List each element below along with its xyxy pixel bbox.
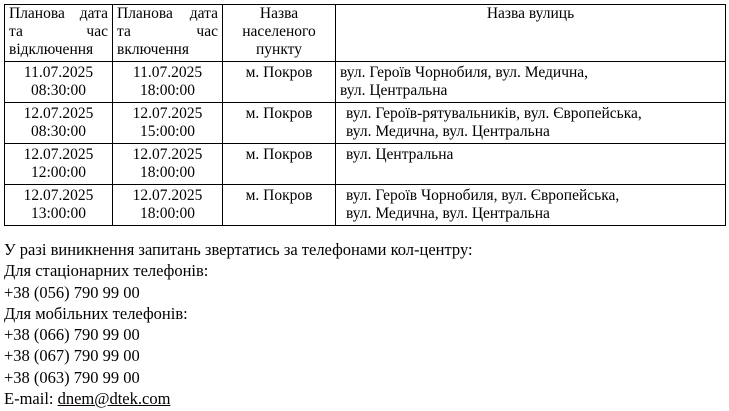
- off-date: 11.07.2025: [23, 64, 94, 81]
- landline-label: Для стаціонарних телефонів:: [4, 261, 209, 281]
- off-datetime-cell: [5, 62, 113, 103]
- contact-info: [4, 239, 473, 409]
- table-row: [5, 103, 726, 144]
- on-datetime-cell: [113, 62, 223, 103]
- on-date: 11.07.2025: [132, 64, 203, 81]
- header-settlement: Назва населеного пункту: [223, 5, 336, 62]
- header-off-datetime: Планова дата та час відключення: [5, 5, 113, 62]
- on-datetime-cell: [113, 185, 223, 226]
- on-time: 15:00:00: [139, 123, 196, 140]
- off-time: 13:00:00: [30, 205, 87, 222]
- mobile-label: Для мобільних телефонів:: [4, 303, 188, 323]
- on-date: 12.07.2025: [132, 105, 203, 122]
- contact-intro: У разі виникнення запитань звертатись за телефонами кол-центру:: [4, 240, 473, 259]
- table-row: [5, 144, 726, 185]
- mobile-phone: +38 (063) 790 99 00: [4, 367, 140, 387]
- streets-line: вул. Героїв Чорнобиля, вул. Медична,: [340, 64, 589, 81]
- streets-cell: [336, 144, 726, 185]
- streets-line: вул. Медична, вул. Центральна: [346, 123, 550, 140]
- streets-line: вул. Героїв Чорнобиля, вул. Європейська,: [346, 187, 620, 204]
- table-header-row: [5, 5, 726, 62]
- header-on-datetime: Планова дата та час включення: [113, 5, 223, 62]
- on-time: 18:00:00: [139, 164, 196, 181]
- off-datetime-cell: [5, 144, 113, 185]
- settlement-cell: м. Покров: [223, 185, 336, 226]
- on-datetime-cell: [113, 144, 223, 185]
- on-datetime-cell: [113, 103, 223, 144]
- off-time: 08:30:00: [30, 82, 87, 99]
- off-date: 12.07.2025: [23, 105, 94, 122]
- email-line: [4, 388, 473, 409]
- email-label: E-mail:: [4, 389, 58, 409]
- landline-phone: +38 (056) 790 99 00: [4, 282, 140, 302]
- off-date: 12.07.2025: [23, 187, 94, 204]
- table-row: [5, 185, 726, 226]
- off-time: 12:00:00: [30, 164, 87, 181]
- settlement-cell: м. Покров: [223, 62, 336, 103]
- streets-cell: [336, 185, 726, 226]
- on-time: 18:00:00: [139, 205, 196, 222]
- off-datetime-cell: [5, 103, 113, 144]
- streets-line: вул. Героїв-рятувальників, вул. Європейська,: [346, 105, 642, 122]
- streets-cell: [336, 103, 726, 144]
- on-date: 12.07.2025: [132, 146, 203, 163]
- outage-schedule-table: [4, 4, 726, 226]
- header-streets: Назва вулиць: [336, 5, 726, 62]
- off-date: 12.07.2025: [23, 146, 94, 163]
- mobile-phone: +38 (067) 790 99 00: [4, 346, 140, 366]
- off-time: 08:30:00: [30, 123, 87, 140]
- mobile-phone: +38 (066) 790 99 00: [4, 325, 140, 345]
- streets-line: вул. Центральна: [340, 82, 448, 99]
- streets-line: вул. Медична, вул. Центральна: [346, 205, 550, 222]
- settlement-cell: м. Покров: [223, 144, 336, 185]
- on-date: 12.07.2025: [132, 187, 203, 204]
- streets-cell: [336, 62, 726, 103]
- on-time: 18:00:00: [139, 82, 196, 99]
- email-link[interactable]: dnem@dtek.com: [57, 389, 171, 409]
- settlement-cell: м. Покров: [223, 103, 336, 144]
- streets-line: вул. Центральна: [346, 146, 454, 163]
- table-row: [5, 62, 726, 103]
- off-datetime-cell: [5, 185, 113, 226]
